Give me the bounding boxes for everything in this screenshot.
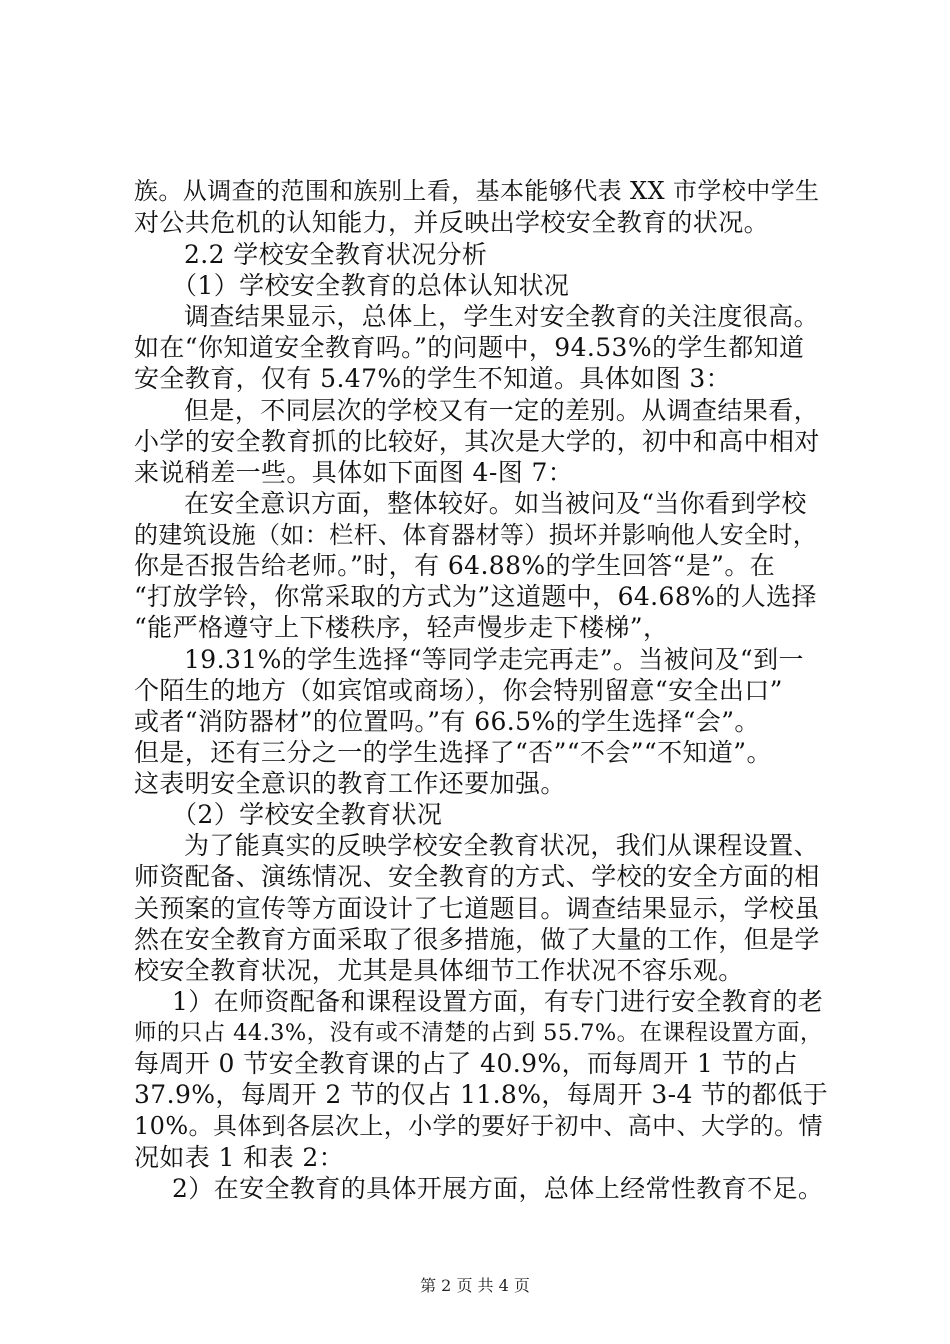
text-line: 为了能真实的反映学校安全教育状况，我们从课程设置、 [184, 831, 820, 860]
text-line: 如在“你知道安全教育吗。”的问题中，94.53%的学生都知道 [134, 333, 805, 362]
text-line: 或者“消防器材”的位置吗。”有 66.5%的学生选择“会”。 [134, 707, 760, 736]
text-line: 族。从调查的范围和族别上看，基本能够代表 XX 市学校中学生 [134, 177, 820, 205]
text-line: 的建筑设施（如：栏杆、体育器材等）损坏并影响他人安全时， [134, 521, 818, 549]
text-line: 1）在师资配备和课程设置方面，有专门进行安全教育的老 [172, 987, 824, 1016]
text-line: 但是，还有三分之一的学生选择了“否”“不会”“不知道”。 [134, 738, 772, 767]
subsection-heading: （2）学校安全教育状况 [172, 800, 443, 829]
text-line: “打放学铃，你常采取的方式为”这道题中，64.68%的人选择 [134, 582, 817, 611]
text-line: 对公共危机的认知能力，并反映出学校安全教育的状况。 [134, 208, 770, 237]
text-line: “能严格遵守上下楼秩序，轻声慢步走下楼梯”， [134, 613, 669, 642]
text-line: 在安全意识方面，整体较好。如当被问及“当你看到学校 [184, 489, 807, 518]
text-line: 2）在安全教育的具体开展方面，总体上经常性教育不足。 [172, 1174, 824, 1203]
text-line: 师资配备、演练情况、安全教育的方式、学校的安全方面的相 [134, 862, 820, 891]
text-line: 校安全教育状况，尤其是具体细节工作状况不容乐观。 [134, 956, 744, 985]
text-line: 每周开 0 节安全教育课的占了 40.9%，而每周开 1 节的占 [134, 1049, 798, 1078]
subsection-heading: （1）学校安全教育的总体认知状况 [172, 271, 570, 300]
text-line: 安全教育，仅有 5.47%的学生不知道。具体如图 3： [134, 364, 732, 393]
text-line: 37.9%，每周开 2 节的仅占 11.8%，每周开 3-4 节的都低于 [134, 1080, 829, 1109]
text-line: 调查结果显示，总体上，学生对安全教育的关注度很高。 [184, 302, 820, 331]
text-line: 来说稍差一些。具体如下面图 4-图 7： [134, 458, 574, 487]
page-indicator: 第 2 页 共 4 页 [420, 1276, 530, 1295]
text-line: 师的只占 44.3%，没有或不清楚的占到 55.7%。在课程设置方面， [134, 1020, 823, 1046]
text-line: 况如表 1 和表 2： [134, 1143, 345, 1172]
section-heading: 2.2 学校安全教育状况分析 [184, 240, 488, 269]
text-line: 19.31%的学生选择“等同学走完再走”。当被问及“到一 [184, 645, 804, 674]
text-line: 小学的安全教育抓的比较好，其次是大学的，初中和高中相对 [134, 427, 820, 456]
text-line: 这表明安全意识的教育工作还要加强。 [134, 769, 566, 798]
text-line: 个陌生的地方（如宾馆或商场），你会特别留意“安全出口” [134, 676, 783, 705]
text-line: 然在安全教育方面采取了很多措施，做了大量的工作，但是学 [134, 925, 820, 954]
text-line: 10%。具体到各层次上，小学的要好于初中、高中、大学的。情 [134, 1112, 823, 1140]
text-line: 你是否报告给老师。”时，有 64.88%的学生回答“是”。在 [134, 551, 776, 580]
text-line: 关预案的宣传等方面设计了七道题目。调查结果显示，学校虽 [134, 894, 820, 923]
text-line: 但是，不同层次的学校又有一定的差别。从调查结果看， [184, 396, 820, 425]
page-footer [0, 1276, 950, 1296]
